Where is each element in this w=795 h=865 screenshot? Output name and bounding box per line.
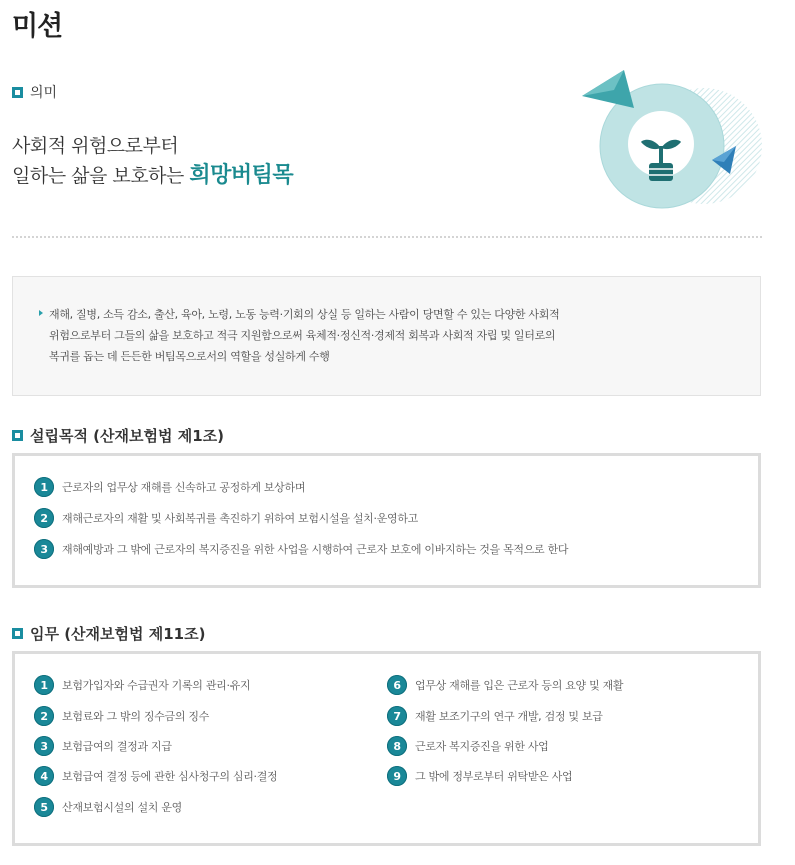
section-divider (12, 236, 762, 238)
list-item (387, 766, 572, 786)
number-badge: 3 (34, 736, 54, 756)
number-badge: 2 (34, 706, 54, 726)
list-item (34, 797, 182, 817)
number-badge: 1 (34, 675, 54, 695)
list-item-text: 보험료와 그 밖의 징수금의 징수 (62, 710, 210, 723)
meaning-heading-label: 의미 (30, 85, 58, 101)
list-item (387, 736, 549, 756)
square-bullet-icon (12, 87, 23, 98)
description-line-3: 복귀를 돕는 데 든든한 버팀목으로서의 역할을 성실하게 수행 (49, 350, 330, 363)
purpose-list-box (12, 453, 761, 588)
number-badge: 7 (387, 706, 407, 726)
square-bullet-icon (12, 628, 23, 639)
square-bullet-icon (12, 430, 23, 441)
duties-heading-label: 임무 (산재보험법 제11조) (30, 625, 206, 643)
list-item-text: 근로자 복지증진을 위한 사업 (415, 740, 549, 753)
description-line-2: 위험으로부터 그들의 삶을 보호하고 적극 지원함으로써 육체적·정신적·경제적 회복과 사회적 자립 및 일터로의 (49, 329, 556, 342)
slogan-accent: 희망버팀목 (189, 163, 294, 188)
meaning-heading (12, 82, 57, 102)
list-item (34, 706, 209, 726)
number-badge: 5 (34, 797, 54, 817)
mission-description (49, 304, 649, 367)
list-item-text: 보험급여의 결정과 지급 (62, 740, 172, 753)
list-item-text: 그 밖에 정부로부터 위탁받은 사업 (415, 770, 573, 783)
list-item-text: 재활 보조기구의 연구 개발, 검정 및 보급 (415, 710, 603, 723)
list-item (34, 539, 568, 559)
purpose-heading-label: 설립목적 (산재보험법 제1조) (30, 427, 224, 445)
lightbulb-sprout-icon (578, 66, 768, 216)
number-badge: 1 (34, 477, 54, 497)
list-item (34, 508, 418, 528)
list-item (387, 706, 603, 726)
list-item (34, 736, 172, 756)
list-item (34, 477, 305, 497)
number-badge: 6 (387, 675, 407, 695)
slogan-line-2 (12, 161, 293, 191)
description-line-1: 재해, 질병, 소득 감소, 출산, 육아, 노령, 노동 능력·기회의 상실 등 일하는 사람이 당면할 수 있는 다양한 사회적 (49, 308, 560, 321)
mission-slogan (12, 132, 293, 191)
number-badge: 8 (387, 736, 407, 756)
duties-list-box (12, 651, 761, 846)
mission-description-box (12, 276, 761, 396)
slogan-line-1: 사회적 위험으로부터 (12, 135, 179, 157)
page-title: 미션 (12, 11, 63, 42)
list-item-text: 보험급여 결정 등에 관한 심사청구의 심리·결정 (62, 770, 278, 783)
list-item (34, 675, 250, 695)
list-item-text: 근로자의 업무상 재해를 신속하고 공정하게 보상하며 (62, 481, 306, 494)
list-item (387, 675, 623, 695)
number-badge: 9 (387, 766, 407, 786)
number-badge: 4 (34, 766, 54, 786)
list-item-text: 보험가입자와 수급권자 기록의 관리·유지 (62, 679, 251, 692)
duties-heading (12, 623, 205, 644)
list-item-text: 재해예방과 그 밖에 근로자의 복지증진을 위한 사업을 시행하여 근로자 보호에 이바지하는 것을 목적으로 한다 (62, 543, 569, 556)
purpose-heading (12, 425, 224, 446)
list-item-text: 업무상 재해를 입은 근로자 등의 요양 및 재활 (415, 679, 624, 692)
number-badge: 2 (34, 508, 54, 528)
list-item (34, 766, 277, 786)
triangle-bullet-icon (39, 310, 43, 316)
slogan-line-2-prefix: 일하는 삶을 보호하는 (12, 165, 190, 187)
list-item-text: 재해근로자의 재활 및 사회복귀를 촉진하기 위하여 보험시설을 설치·운영하고 (62, 512, 419, 525)
number-badge: 3 (34, 539, 54, 559)
list-item-text: 산재보험시설의 설치 운영 (62, 801, 182, 814)
